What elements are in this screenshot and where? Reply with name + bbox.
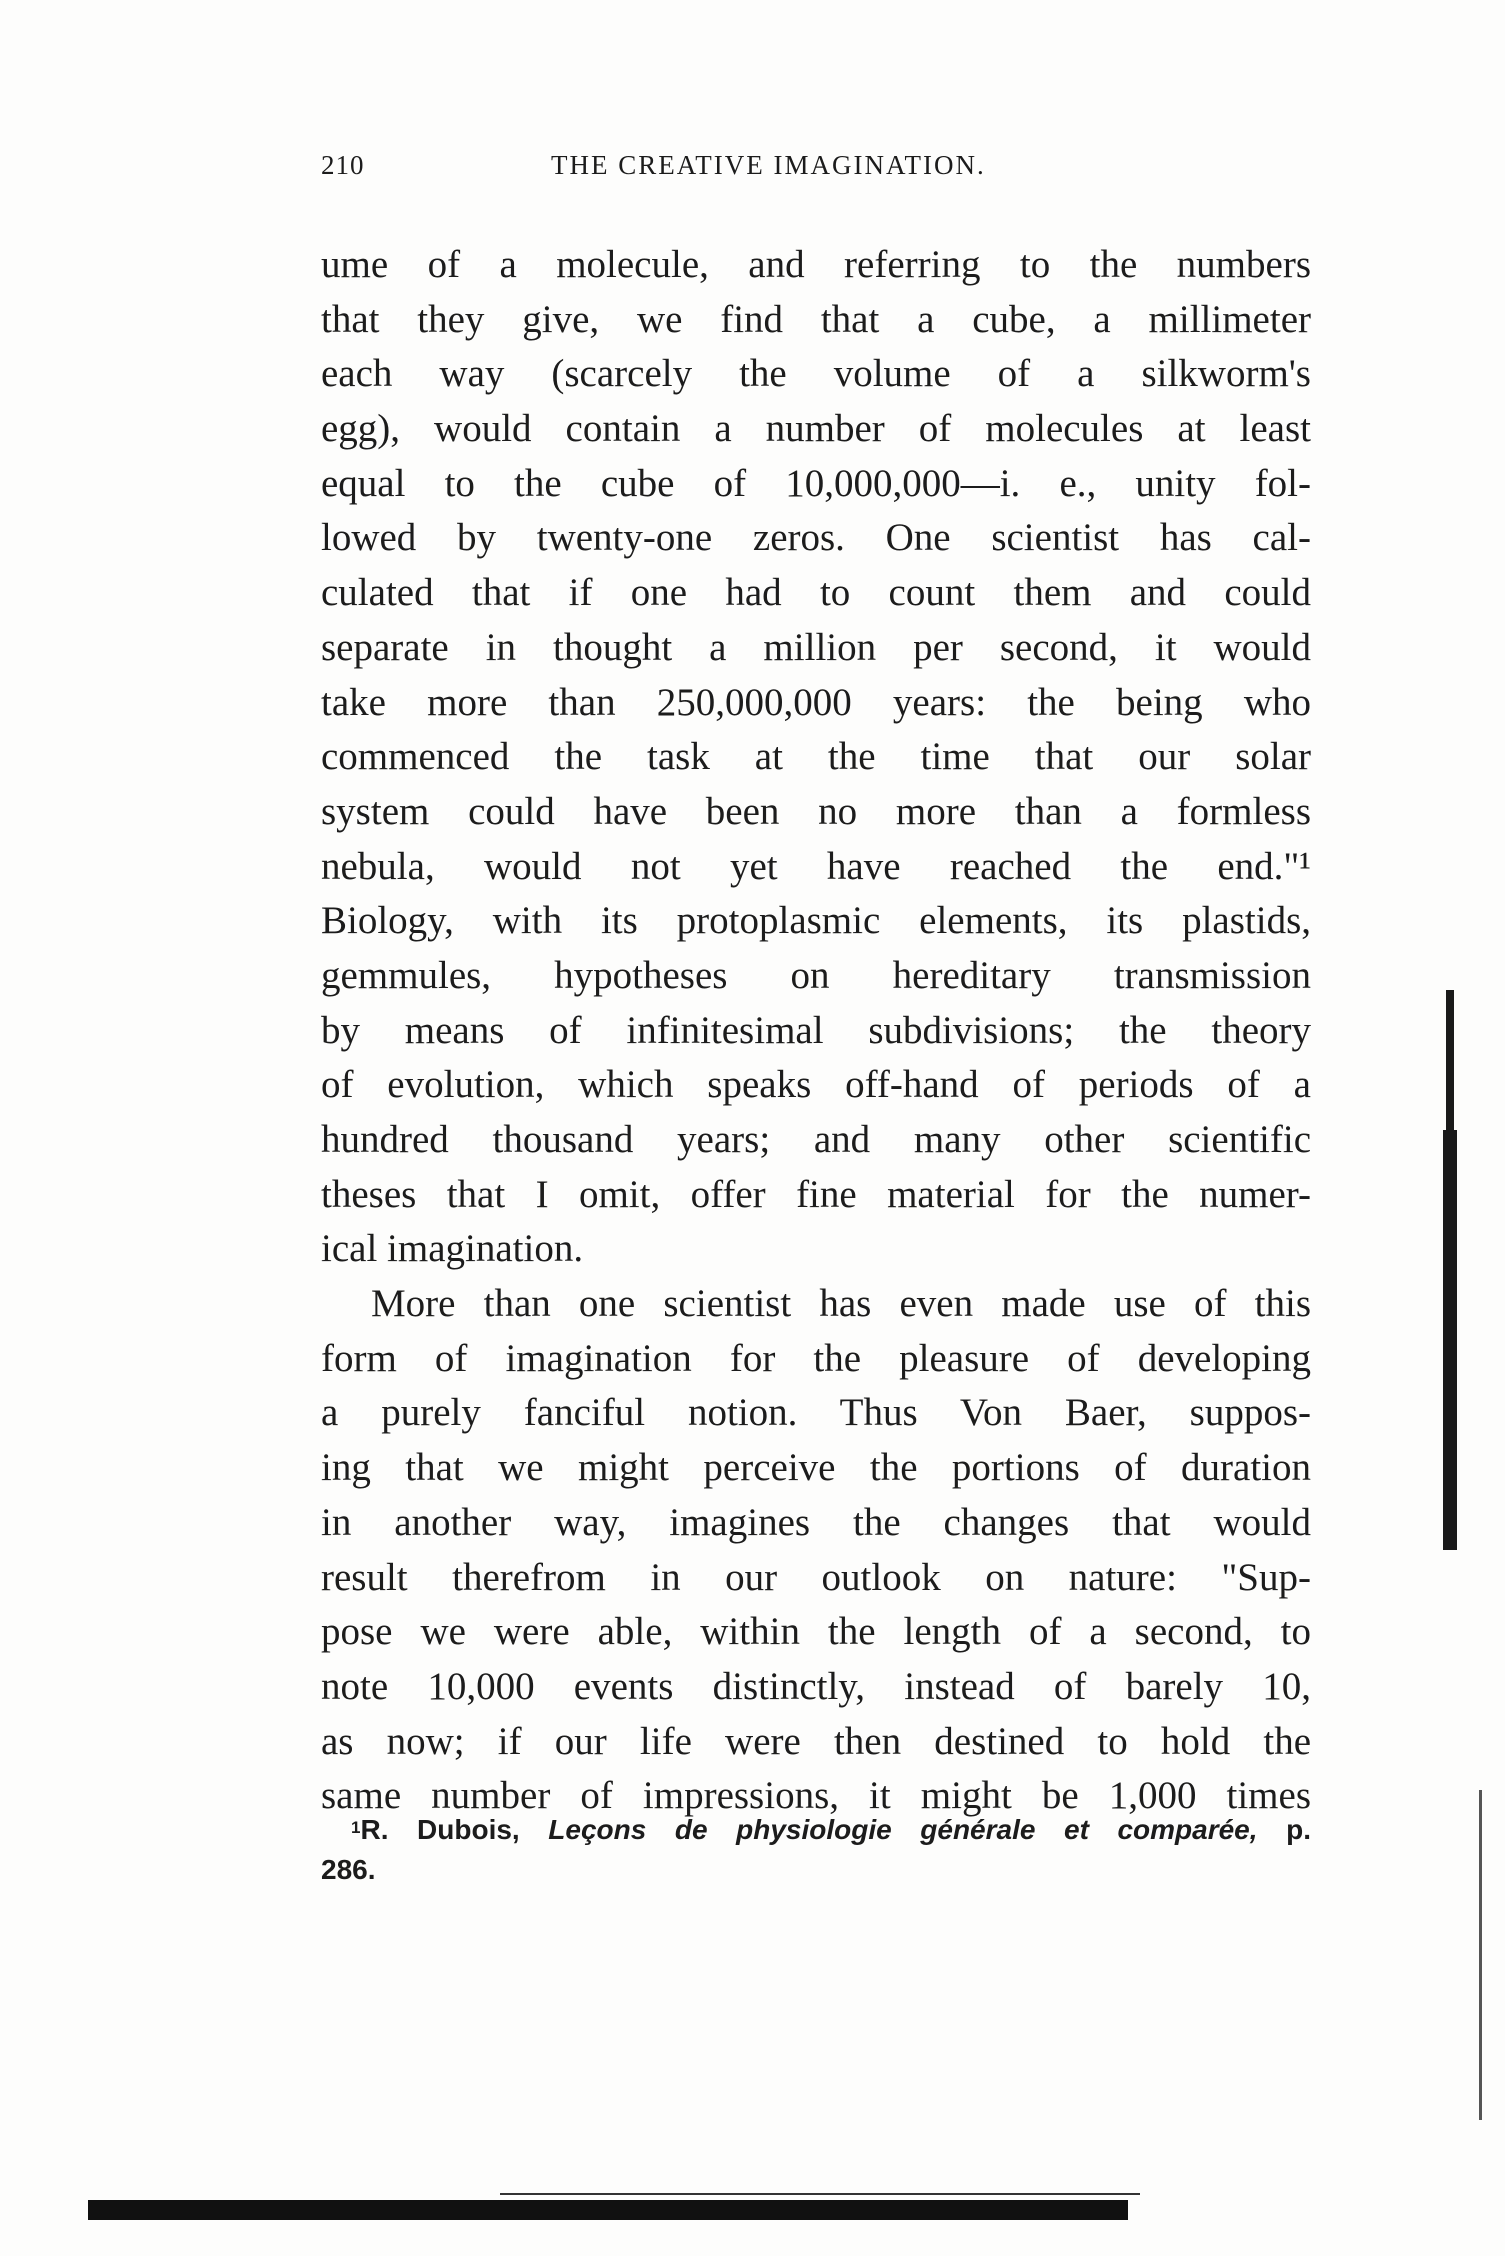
text-line: lowed by twenty-one zeros. One scientist has cal-	[321, 516, 1311, 560]
footnote-author: R. Dubois,	[360, 1814, 520, 1845]
text-line: commenced the task at the time that our solar	[321, 735, 1311, 779]
text-line: theses that I omit, offer fine material for the numer-	[321, 1172, 1311, 1216]
running-title: THE CREATIVE IMAGINATION.	[551, 150, 986, 180]
text-line: Biology, with its protoplasmic elements, its plastids,	[321, 899, 1311, 943]
text-line: same number of impressions, it might be 1,000 times	[321, 1774, 1311, 1818]
running-head	[321, 150, 1311, 190]
scan-edge-line	[1479, 1790, 1482, 2120]
footnote	[321, 1810, 1311, 1890]
text-line: as now; if our life were then destined to hold the	[321, 1719, 1311, 1763]
text-line: of evolution, which speaks off-hand of periods of a	[321, 1063, 1311, 1107]
text-line: equal to the cube of 10,000,000—i. e., unity fol-	[321, 461, 1311, 505]
scan-edge-rule	[500, 2193, 1140, 2195]
footnote-line: 286.	[321, 1854, 376, 1885]
text-line: pose we were able, within the length of a second, to	[321, 1610, 1311, 1654]
scan-page-edge	[88, 2200, 1128, 2220]
text-line: each way (scarcely the volume of a silkworm's	[321, 352, 1311, 396]
text-line: hundred thousand years; and many other scientific	[321, 1118, 1311, 1161]
text-line: a purely fanciful notion. Thus Von Baer, suppos-	[321, 1391, 1311, 1435]
text-line: note 10,000 events distinctly, instead of barely 10,	[321, 1664, 1311, 1708]
text-line: that they give, we find that a cube, a millimeter	[321, 297, 1311, 341]
text-line: gemmules, hypotheses on hereditary transmission	[321, 953, 1311, 997]
text-line: More than one scientist has even made use of this	[371, 1282, 1311, 1326]
text-line: by means of infinitesimal subdivisions; the theory	[321, 1008, 1311, 1052]
page-number: 210	[321, 150, 365, 180]
text-line: form of imagination for the pleasure of developing	[321, 1336, 1311, 1380]
text-line: ume of a molecule, and referring to the numbers	[321, 243, 1311, 286]
text-line: take more than 250,000,000 years: the being who	[321, 680, 1311, 724]
text-line: culated that if one had to count them and could	[321, 571, 1311, 615]
text-line: ical imagination.	[321, 1227, 584, 1271]
footnote-page-ref: p.	[1286, 1814, 1312, 1845]
text-line: in another way, imagines the changes that would	[321, 1500, 1311, 1544]
text-line: separate in thought a million per second, it would	[321, 625, 1311, 669]
footnote-work: Leçons de physiologie générale et comparée,	[548, 1814, 1258, 1845]
text-line: result therefrom in our outlook on nature: "Sup-	[321, 1555, 1311, 1599]
text-line: ing that we might perceive the portions of duration	[321, 1446, 1311, 1490]
body-text	[321, 238, 1311, 1824]
footnote-line	[321, 1810, 1311, 1850]
footnote-marker: 1	[351, 1818, 361, 1837]
scan-binding-shadow	[1443, 1130, 1457, 1550]
text-line: egg), would contain a number of molecules at least	[321, 407, 1311, 451]
text-line: system could have been no more than a formless	[321, 789, 1311, 833]
text-line: nebula, would not yet have reached the end."¹	[321, 844, 1311, 888]
